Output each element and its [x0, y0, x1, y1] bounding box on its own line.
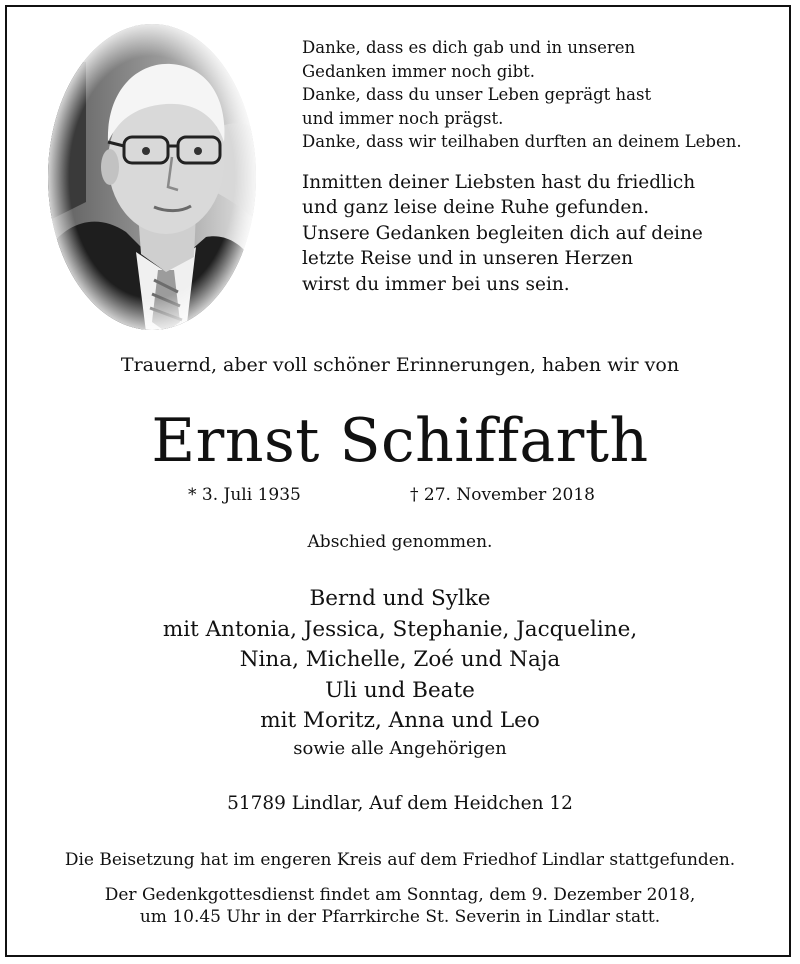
poem-line: Inmitten deiner Liebsten hast du friedlich	[302, 171, 696, 193]
service-line: Der Gedenkgottesdienst findet am Sonntag, dem 9. Dezember 2018,	[104, 885, 696, 905]
burial-notice: Die Beisetzung hat im engeren Kreis auf dem Friedhof Lindlar stattgefunden.	[64, 850, 736, 870]
address: 51789 Lindlar, Auf dem Heidchen 12	[227, 793, 573, 814]
poem-line: Unsere Gedanken begleiten dich auf deine	[302, 222, 703, 244]
deceased-name: Ernst Schiffarth	[151, 406, 649, 476]
poem-line: letzte Reise und in unseren Herzen	[302, 248, 634, 269]
poem-line: Danke, dass wir teilhaben durften an deinem Leben.	[302, 132, 742, 151]
intro-text: Trauernd, aber voll schöner Erinnerungen, haben wir von	[120, 354, 680, 376]
death-date: † 27. November 2018	[410, 485, 595, 505]
poem-line: und ganz leise deine Ruhe gefunden.	[302, 197, 650, 218]
family-line: mit Antonia, Jessica, Stephanie, Jacqueline,	[162, 616, 638, 642]
poem-line: Danke, dass es dich gab und in unseren	[302, 38, 636, 57]
memorial-service-notice	[0, 884, 800, 928]
family-list	[0, 584, 800, 737]
birth-date: * 3. Juli 1935	[188, 485, 301, 505]
farewell-text: Abschied genommen.	[307, 532, 493, 552]
poem	[302, 36, 782, 297]
poem-line: Gedanken immer noch gibt.	[302, 61, 536, 81]
family-line: mit Moritz, Anna und Leo	[260, 708, 540, 733]
service-line: um 10.45 Uhr in der Pfarrkirche St. Severin in Lindlar statt.	[139, 907, 661, 927]
poem-stanza-1	[302, 36, 782, 154]
family-line: Nina, Michelle, Zoé und Naja	[239, 647, 561, 672]
poem-line: wirst du immer bei uns sein.	[302, 273, 570, 295]
portrait-photo	[46, 22, 258, 332]
poem-stanza-2	[302, 170, 782, 298]
poem-line: Danke, dass du unser Leben geprägt hast	[302, 85, 652, 104]
poem-line: und immer noch prägst.	[302, 108, 504, 128]
family-line: Bernd und Sylke	[309, 586, 491, 611]
family-line: Uli und Beate	[325, 677, 475, 703]
relatives-text: sowie alle Angehörigen	[293, 738, 507, 759]
